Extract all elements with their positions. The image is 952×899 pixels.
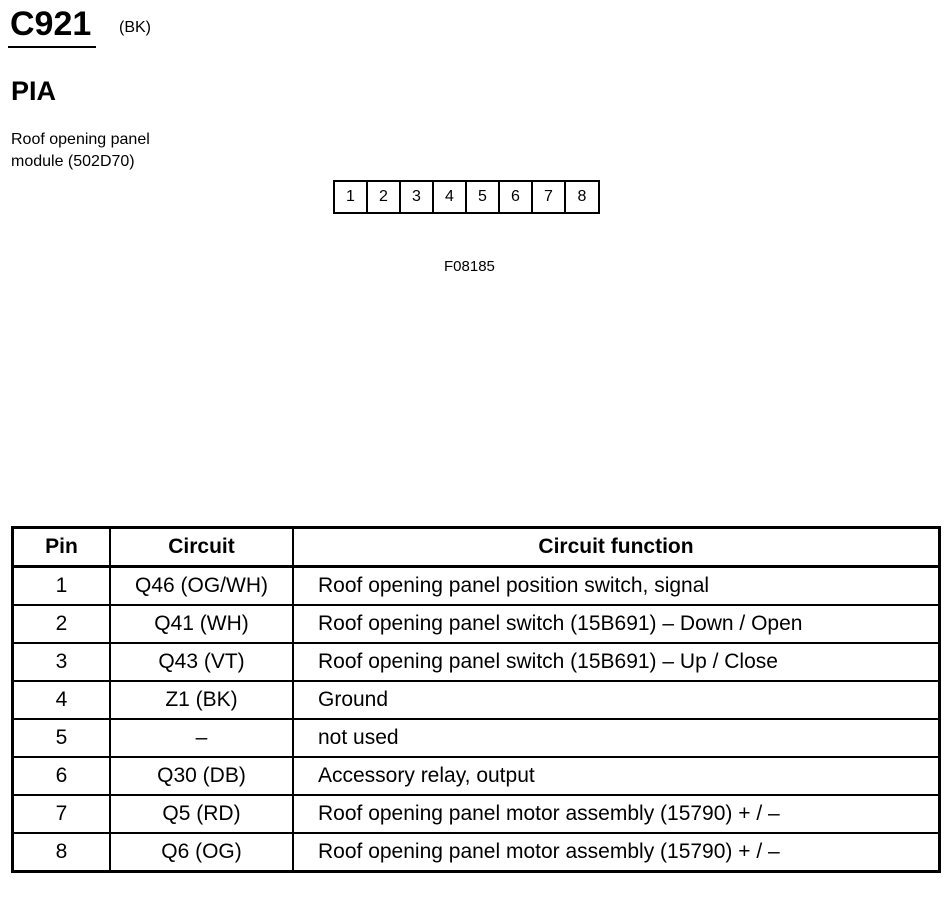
cell-function: Roof opening panel motor assembly (15790) + / – <box>293 795 940 833</box>
harness-code: PIA <box>11 76 57 106</box>
cell-pin: 2 <box>13 605 111 643</box>
header-pin: Pin <box>13 528 111 567</box>
table-row <box>13 643 940 681</box>
cell-circuit: – <box>110 719 293 757</box>
table-row <box>13 757 940 795</box>
table-row <box>13 681 940 719</box>
connector-id: C921 <box>10 5 92 43</box>
header-circuit-function: Circuit function <box>293 528 940 567</box>
cell-circuit: Q41 (WH) <box>110 605 293 643</box>
component-description-line-2: module (502D70) <box>11 153 135 170</box>
pin-face-cell-4: 4 <box>434 182 467 212</box>
cell-pin: 4 <box>13 681 111 719</box>
cell-function: Roof opening panel position switch, signal <box>293 567 940 606</box>
cell-circuit: Q30 (DB) <box>110 757 293 795</box>
component-description-line-1: Roof opening panel <box>11 131 150 148</box>
connector-color: (BK) <box>119 19 151 36</box>
cell-pin: 5 <box>13 719 111 757</box>
cell-circuit: Q6 (OG) <box>110 833 293 872</box>
figure-code: F08185 <box>444 258 495 275</box>
pin-face-cell-7: 7 <box>533 182 566 212</box>
cell-function: Accessory relay, output <box>293 757 940 795</box>
cell-pin: 1 <box>13 567 111 606</box>
table-row <box>13 833 940 872</box>
cell-circuit: Q43 (VT) <box>110 643 293 681</box>
pin-face-cell-3: 3 <box>401 182 434 212</box>
pin-face-cell-6: 6 <box>500 182 533 212</box>
pin-face-cell-2: 2 <box>368 182 401 212</box>
pin-face-cell-1: 1 <box>335 182 368 212</box>
cell-pin: 6 <box>13 757 111 795</box>
cell-function: not used <box>293 719 940 757</box>
cell-function: Roof opening panel switch (15B691) – Up / Close <box>293 643 940 681</box>
pin-table-header-row <box>13 528 940 567</box>
cell-circuit: Q46 (OG/WH) <box>110 567 293 606</box>
table-row <box>13 795 940 833</box>
pin-face-cell-8: 8 <box>577 188 587 205</box>
header-circuit: Circuit <box>110 528 293 567</box>
component-description <box>11 129 150 173</box>
table-row <box>13 567 940 606</box>
cell-function: Ground <box>293 681 940 719</box>
table-row <box>13 719 940 757</box>
table-row <box>13 605 940 643</box>
pin-face-cell-5: 5 <box>467 182 500 212</box>
cell-pin: 8 <box>13 833 111 872</box>
cell-function: Roof opening panel motor assembly (15790) + / – <box>293 833 940 872</box>
cell-pin: 7 <box>13 795 111 833</box>
cell-circuit: Z1 (BK) <box>110 681 293 719</box>
connector-pin-face <box>333 180 600 214</box>
cell-pin: 3 <box>13 643 111 681</box>
connector-id-underline <box>8 46 96 48</box>
pin-table <box>11 526 941 873</box>
cell-circuit: Q5 (RD) <box>110 795 293 833</box>
cell-function: Roof opening panel switch (15B691) – Down / Open <box>293 605 940 643</box>
